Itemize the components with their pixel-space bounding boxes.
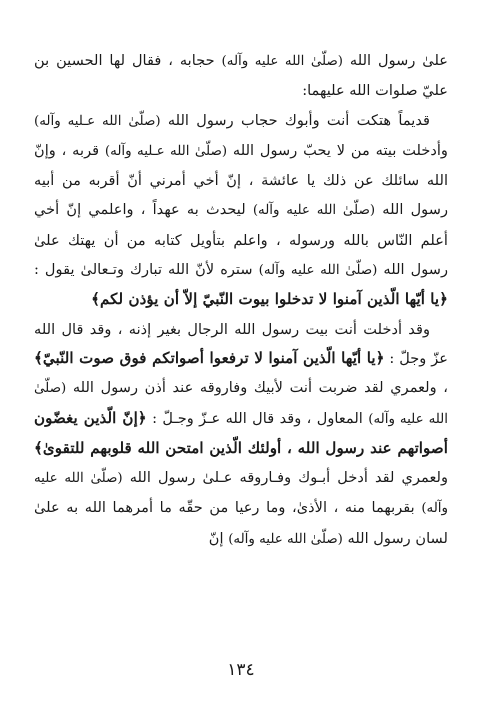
document-page — [34, 46, 448, 686]
text-segment: وقد أدخلت أنت بيت رسول الله الرجال بغير إذنه ، وقد قال الله عزّ وجلّ : — [34, 320, 448, 367]
quran-verse: ﴿إنّ الّذين يغضّون أصواتهم عند رسول الله ، أولئك الّذين امتحن الله قلوبهم للتقوىٰ﴾ — [34, 408, 448, 457]
text-segment: ولعمري لقد أدخل أبـوك وفـاروقه عـلىٰ رسول الله — [122, 469, 448, 487]
text-segment: علىٰ رسول الله — [343, 52, 448, 69]
honorific-phrase: (صلّىٰ الله عليه وآله) — [228, 531, 343, 547]
quran-verse: ﴿يا أيّها الّذين آمنوا لا ترفعوا أصواتكم فوق صوت النّبيّ﴾ — [34, 348, 385, 367]
quran-verse: ﴿يا أيّها الّذين آمنوا لا تدخلوا بيوت النّبيّ إلاّ أن يؤذن لكم﴾ — [91, 290, 448, 309]
page-number: ١٣٤ — [227, 660, 255, 680]
paragraph — [34, 315, 448, 554]
text-segment: ستره لأنّ الله تبارك وتـعالىٰ يقول : — [34, 261, 259, 279]
text-segment: قديماً هتكت أنت وأبوك حجاب رسول الله — [160, 111, 430, 129]
honorific-phrase: (صلّىٰ الله عليه وآله) — [34, 381, 448, 427]
honorific-phrase: (صلّىٰ الله عليه وآله) — [34, 471, 448, 517]
text-segment: ليحدث به عهداً ، واعلمي إنّ أخي أعلم النّاس بالله ورسوله ، واعلم بتأويل كتابه من أن يهتك علىٰ رسول الله — [34, 201, 449, 279]
text-segment: بقربهما منه ، الأذىٰ، وما رعيا من حقّه ما أمرهما الله به علىٰ لسان رسول الله — [34, 499, 448, 547]
honorific-phrase: (صلّىٰ الله عـليه وآله) — [34, 113, 161, 129]
honorific-phrase: (صلّىٰ الله عليه وآله) — [252, 203, 376, 219]
text-segment: المعاول ، وقد قال الله عـزّ وجـلّ : — [146, 409, 369, 427]
honorific-phrase: (صلّىٰ الله عـليه وآله) — [104, 143, 228, 159]
paragraph — [34, 46, 448, 106]
honorific-phrase: (صلّىٰ الله عليه وآله) — [258, 263, 378, 279]
text-segment: إنّ — [208, 529, 229, 547]
text-segment: قربه ، وإنّ الله سائلك عن ذلك يا عائشة ، إنّ أخي أمرني أنّ أقربه من أبيه رسول الله — [34, 141, 448, 219]
text-segment: وأدخلت بيته من لا يحبّ رسول الله — [227, 141, 448, 159]
text-segment: ، ولعمري لقد ضربت أنت لأبيك وفاروقه عند أذن رسول الله — [66, 379, 448, 397]
paragraph — [34, 106, 448, 315]
text-segment: حجابه ، فقال لها الحسين بن عليّ صلوات الله عليهما: — [34, 52, 448, 100]
honorific-phrase: (صلّىٰ الله عليه وآله) — [221, 54, 344, 69]
page-body-text — [34, 46, 448, 554]
